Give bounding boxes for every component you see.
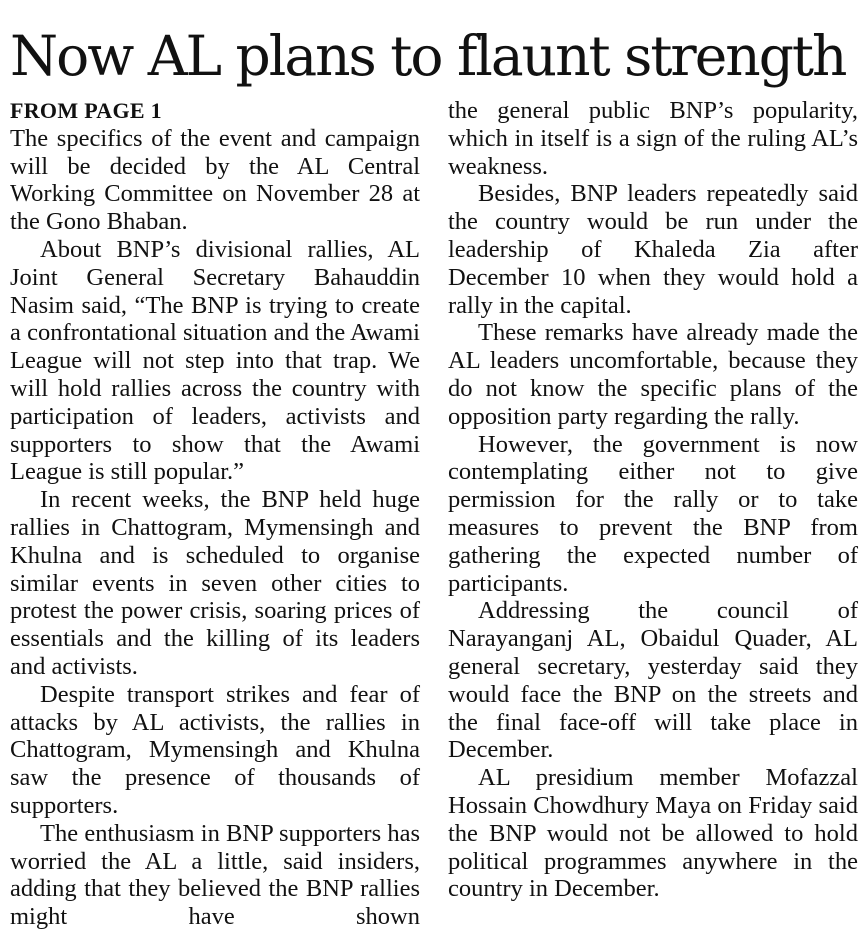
paragraph: The specifics of the event and campaign will be decided by the AL Central Working Committee on November 28 at the Gono Bhaban. <box>10 124 420 236</box>
paragraph: In recent weeks, the BNP held huge rallies in Chattogram, Mymensingh and Khulna and is scheduled to organise similar events in seven other cities to protest the power crisis, soaring prices of essentials and the killing of its leaders and activists. <box>10 486 420 680</box>
article-column-left <box>10 97 420 931</box>
paragraph: Besides, BNP leaders repeatedly said the country would be run under the leadership of Khaleda Zia after December 10 when they would hold a rally in the capital. <box>448 180 858 319</box>
headline: Now AL plans to flaunt strength <box>10 24 846 88</box>
paragraph: the general public BNP’s popularity, which in itself is a sign of the ruling AL’s weakness. <box>448 97 858 180</box>
paragraph: Addressing the council of Narayanganj AL, Obaidul Quader, AL general secretary, yesterday said they would face the BNP on the streets and the final face-off will take place in December. <box>448 597 858 764</box>
article-column-right <box>448 97 858 903</box>
continuation-label: FROM PAGE 1 <box>10 98 162 123</box>
paragraph: However, the government is now contemplating either not to give permission for the rally or to take measures to prevent the BNP from gathering the expected number of participants. <box>448 430 858 597</box>
paragraph: AL presidium member Mofazzal Hossain Chowdhury Maya on Friday said the BNP would not be allowed to hold political programmes anywhere in the country in December. <box>448 764 858 903</box>
paragraph: These remarks have already made the AL leaders uncomfortable, because they do not know the specific plans of the opposition party regarding the rally. <box>448 319 858 430</box>
paragraph: Despite transport strikes and fear of attacks by AL activists, the rallies in Chattogram, Mymensingh and Khulna saw the presence of thousands of supporters. <box>10 680 420 819</box>
paragraph: The enthusiasm in BNP supporters has worried the AL a little, said insiders, adding that they believed the BNP rallies might have shown <box>10 819 420 931</box>
paragraph: About BNP’s divisional rallies, AL Joint General Secretary Bahauddin Nasim said, “The BNP is trying to create a confrontational situation and the Awami League will not step into that trap. We will hold rallies across the country with participation of leaders, activists and supporters to show that the Awami League is still popular.” <box>10 235 420 486</box>
